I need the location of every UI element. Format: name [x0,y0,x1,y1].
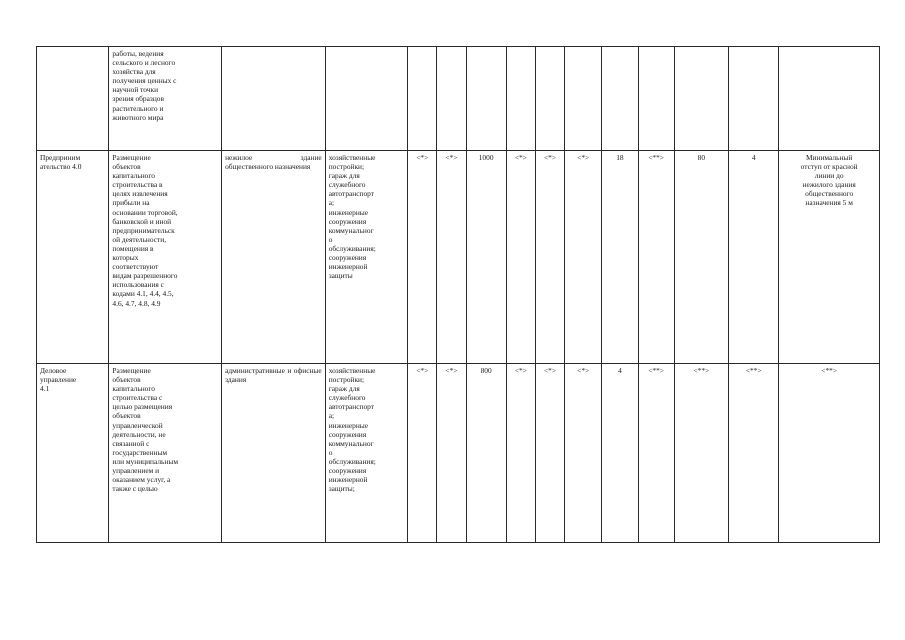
text-line: 4.6, 4.7, 4.8, 4.9 [112,298,161,308]
text-line: постройки; [328,162,365,172]
text-line: деятельности, не [112,429,166,439]
text-line: сооружения [328,216,367,226]
text-line: объектов [112,411,141,421]
cell-param-9 [674,47,728,151]
text-line: ательство 4.0 [40,162,82,172]
text-line: связанной с [112,438,150,448]
cell-auxiliary-use [325,47,407,151]
cell-auxiliary-use [325,151,407,364]
text-line: гараж для [328,384,360,394]
cell-use-name [37,364,109,543]
text-line: хозяйственные [328,153,376,162]
text-line: сооружения [328,466,367,476]
text-line: инженерной [328,262,368,272]
text-line: Деловое [40,366,67,375]
text-line: животного мира [112,112,164,122]
cell-param-7: 18 [602,151,638,364]
cell-param-6 [565,47,602,151]
text-line: обслуживания; [328,456,376,466]
text-line: отступ от красной [800,162,858,172]
text-line: капитального [112,384,155,394]
text-line: кодами 4.1, 4.4, 4.5, [112,289,174,299]
text-line: коммунальног [328,225,374,235]
text-line: также с целью [112,484,158,494]
text-line: сооружения [328,253,367,263]
text-line: целях извлечения [112,189,168,199]
text-line: Размещение [112,366,151,375]
text-line: основании торговой, [112,207,178,217]
text-line: использования с [112,280,164,290]
cell-param-3 [466,47,506,151]
cell-param-8: <**> [638,364,674,543]
text-line: автотранспорт [328,189,375,199]
text-line: служебного [328,393,366,403]
cell-param-2: <*> [437,151,466,364]
text-line: служебного [328,180,366,190]
text-line: сельского и лесного [112,58,176,68]
text-line: обслуживания; [328,243,376,253]
text-line: инженерной [328,475,368,485]
cell-main-use: нежилое здание общественного назначения [222,151,326,364]
text-line: ой деятельности, [112,234,167,244]
text-line: защиты [328,271,353,281]
cell-param-7: 4 [602,364,638,543]
text-line: гараж для [328,171,360,181]
cell-note [779,151,880,364]
text-line: о [328,234,333,244]
text-line: <**> [821,366,838,375]
text-line: капитального [112,171,155,181]
text-line: автотранспорт [328,402,375,412]
text-line: строительства с [112,393,163,403]
cell-param-10 [729,47,779,151]
text-line: сооружения [328,429,367,439]
cell-use-name [37,47,109,151]
cell-use-description [109,364,222,543]
cell-param-10: 4 [729,151,779,364]
text-line: строительства в [112,180,163,190]
text-line: соответствуют [112,262,159,272]
cell-param-6: <*> [565,151,602,364]
cell-param-9: 80 [674,151,728,364]
text-line: которых [112,253,139,263]
text-line: хозяйственные [328,366,376,375]
text-line: оказанием услуг, а [112,475,171,485]
table-row [37,47,880,151]
cell-param-10: <**> [729,364,779,543]
text-line: 4.1 [40,384,50,394]
cell-param-7 [602,47,638,151]
text-line: научной точки [112,85,159,95]
cell-note [779,47,880,151]
text-line: защиты; [328,484,355,494]
text-line: а; [328,411,335,421]
text-line: помещения в [112,243,154,253]
cell-use-description [109,47,222,151]
text-line: хозяйства для [112,67,156,77]
text-line: получения ценных с [112,76,177,86]
text-line: назначения 5 м [805,198,853,208]
cell-main-use [222,47,326,151]
text-line: растительного и [112,103,164,113]
text-line: линии до [814,171,844,181]
text-line: управление [40,375,77,385]
text-line: постройки; [328,375,365,385]
cell-use-name [37,151,109,364]
text-line: государственным [112,447,168,457]
text-line: нежилого здания [802,180,856,190]
text-line: коммунальног [328,438,374,448]
cell-param-5: <*> [535,364,564,543]
cell-param-1 [408,47,437,151]
cell-param-2: <*> [437,364,466,543]
cell-param-8 [638,47,674,151]
text-line: управленческой [112,420,163,430]
text-line: объектов [112,375,141,385]
cell-param-6: <*> [565,364,602,543]
text-line: Минимальный [805,153,853,162]
text-line: управлением и [112,466,160,476]
text-line: Размещение [112,153,151,162]
text-line: а; [328,198,335,208]
table-row [37,151,880,364]
text-line: Предприним [40,153,81,162]
text-line: видам разрешенного [112,271,178,281]
cell-param-4: <*> [506,364,535,543]
cell-param-3: 800 [466,364,506,543]
cell-param-1: <*> [408,364,437,543]
text-line: общественного [805,189,854,199]
cell-param-9: <**> [674,364,728,543]
zoning-table [36,46,880,543]
cell-param-5: <*> [535,151,564,364]
cell-param-4: <*> [506,151,535,364]
cell-use-description [109,151,222,364]
text-line: банковской и иной [112,216,172,226]
cell-param-3: 1000 [466,151,506,364]
cell-main-use: административные и офисные здания [222,364,326,543]
cell-param-2 [437,47,466,151]
text-line: о [328,447,333,457]
text-line: инженерные [328,420,369,430]
cell-param-4 [506,47,535,151]
cell-param-8: <**> [638,151,674,364]
text-line: или муниципальным [112,456,179,466]
text-line: предпринимательск [112,225,175,235]
cell-auxiliary-use [325,364,407,543]
text-line: работы, ведения [112,49,164,58]
text-line: объектов [112,162,141,172]
cell-note [779,364,880,543]
cell-param-1: <*> [408,151,437,364]
text-line: инженерные [328,207,369,217]
text-line: целью размещения [112,402,173,412]
table-row [37,364,880,543]
text-line: прибыли на [112,198,150,208]
cell-param-5 [535,47,564,151]
text-line: зрения образцов [112,94,164,104]
